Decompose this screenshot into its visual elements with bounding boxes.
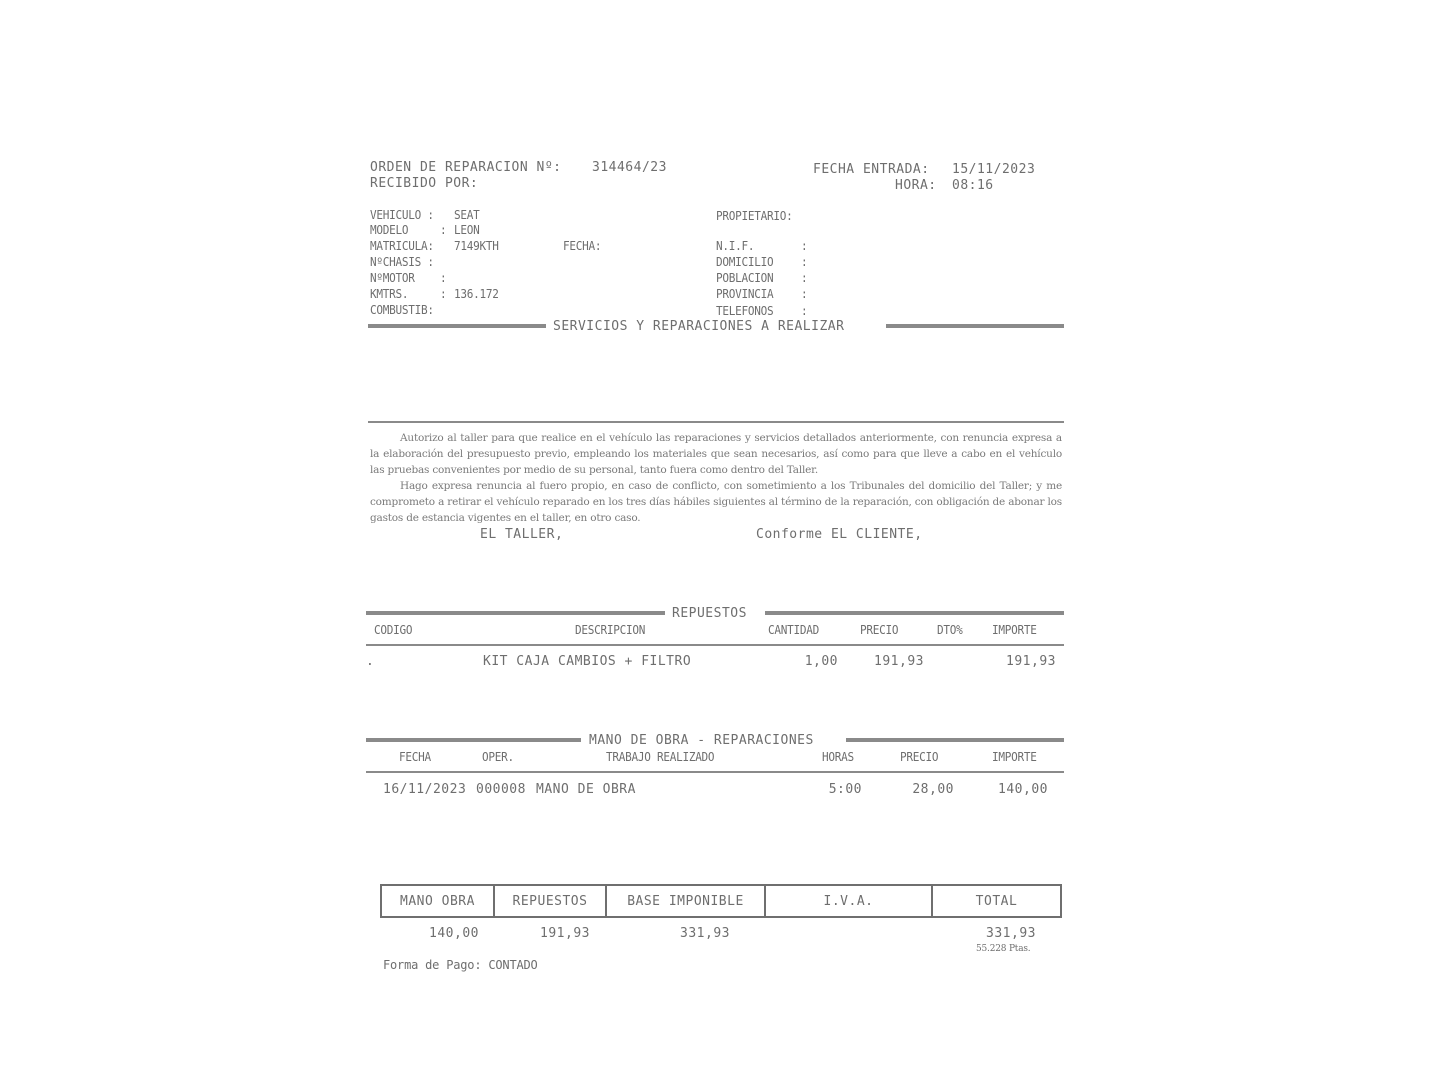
row-importe: 191,93 (1006, 654, 1056, 669)
totals-pesetas: 55.228 Ptas. (976, 944, 1031, 954)
row-oper: 000008 (476, 782, 526, 797)
nif-sep: : (801, 239, 808, 253)
col-importe: IMPORTE (992, 623, 1037, 637)
row-cantidad: 1,00 (804, 654, 838, 669)
mano-obra-header-rule (366, 771, 1064, 773)
propietario-label: PROPIETARIO: (716, 209, 793, 223)
col-descripcion: DESCRIPCION (575, 623, 646, 637)
totals-iva-header: I.V.A. (766, 886, 933, 916)
col-fecha: FECHA (399, 750, 431, 764)
repuestos-title: REPUESTOS (672, 606, 747, 621)
col-precio-mo: PRECIO (900, 750, 939, 764)
row-importe-mo: 140,00 (998, 782, 1048, 797)
fecha-label: FECHA: (563, 239, 602, 253)
vehiculo-label: VEHICULO : (370, 208, 434, 222)
cliente-signature-label: Conforme EL CLIENTE, (756, 527, 923, 542)
repuestos-rule-right (765, 611, 1064, 615)
modelo-label: MODELO (370, 223, 409, 237)
mano-obra-title: MANO DE OBRA - REPARACIONES (589, 733, 814, 748)
totals-header-box (380, 884, 1062, 918)
motor-sep: : (440, 271, 447, 285)
totals-total-header: TOTAL (975, 893, 1018, 909)
row-codigo: . (366, 654, 375, 669)
col-precio: PRECIO (860, 623, 899, 637)
taller-signature-label: EL TALLER, (480, 527, 564, 542)
authorization-paragraph-1: Autorizo al taller para que realice en el vehículo las reparaciones y servicios detallados anteriormente, con renuncia expresa a la elaboración del presupuesto previo, empleando los materiales que sean necesarios, así como para que lleve a cabo en el vehículo las pruebas convenientes por medio de su personal, tanto fuera como dentro del Taller. (370, 432, 1062, 476)
combustib-label: COMBUSTIB: (370, 303, 434, 317)
provincia-sep: : (801, 287, 808, 301)
col-dto: DTO% (937, 623, 963, 637)
kmtrs-sep: : (440, 287, 447, 301)
domicilio-sep: : (801, 255, 808, 269)
telefonos-sep: : (801, 304, 808, 318)
mano-obra-rule-right (846, 738, 1064, 742)
orden-number: 314464/23 (592, 160, 667, 175)
totals-base-value: 331,93 (680, 926, 730, 941)
hora-value: 08:16 (952, 178, 994, 193)
col-trabajo: TRABAJO REALIZADO (606, 750, 715, 764)
row-precio-mo: 28,00 (912, 782, 954, 797)
modelo-value: LEON (454, 223, 480, 237)
col-codigo: CODIGO (374, 623, 413, 637)
domicilio-label: DOMICILIO (716, 255, 774, 269)
row-precio: 191,93 (874, 654, 924, 669)
repuestos-rule-left (366, 611, 665, 615)
hora-label: HORA: (895, 178, 937, 193)
fecha-entrada-value: 15/11/2023 (952, 162, 1036, 177)
motor-label: NºMOTOR (370, 271, 415, 285)
authorization-text (370, 430, 1062, 526)
matricula-value: 7149KTH (454, 239, 499, 253)
poblacion-sep: : (801, 271, 808, 285)
col-cantidad: CANTIDAD (768, 623, 819, 637)
poblacion-label: POBLACION (716, 271, 774, 285)
kmtrs-label: KMTRS. (370, 287, 409, 301)
row-trabajo: MANO DE OBRA (536, 782, 636, 797)
mano-obra-rule-left (366, 738, 581, 742)
modelo-sep: : (440, 223, 447, 237)
row-fecha: 16/11/2023 (383, 782, 467, 797)
totals-repuestos-value: 191,93 (540, 926, 590, 941)
servicios-bottom-rule (368, 421, 1064, 423)
matricula-label: MATRICULA: (370, 239, 434, 253)
col-horas: HORAS (822, 750, 854, 764)
totals-mano-obra-header: MANO OBRA (382, 886, 495, 916)
chasis-label: NºCHASIS : (370, 255, 434, 269)
servicios-title: SERVICIOS Y REPARACIONES A REALIZAR (553, 319, 845, 334)
authorization-paragraph-2: Hago expresa renuncia al fuero propio, en caso de conflicto, con sometimiento a los Tribunales del domicilio del Taller; y me comprometo a retirar el vehículo reparado en los tres días hábiles siguientes al término de la reparación, con obligación de abonar los gastos de estancia vigentes en el taller, en otro caso. (370, 480, 1062, 524)
totals-mano-obra-value: 140,00 (429, 926, 479, 941)
orden-label: ORDEN DE REPARACION Nº: (370, 160, 562, 175)
row-descripcion: KIT CAJA CAMBIOS + FILTRO (483, 654, 692, 669)
repuestos-header-rule (366, 644, 1064, 646)
nif-label: N.I.F. (716, 239, 755, 253)
telefonos-label: TELEFONOS (716, 304, 774, 318)
provincia-label: PROVINCIA (716, 287, 774, 301)
col-importe-mo: IMPORTE (992, 750, 1037, 764)
servicios-rule-left (368, 324, 546, 328)
totals-total-value: 331,93 (986, 926, 1036, 941)
totals-base-header: BASE IMPONIBLE (607, 886, 766, 916)
servicios-rule-right (886, 324, 1064, 328)
col-oper: OPER. (482, 750, 514, 764)
fecha-entrada-label: FECHA ENTRADA: (813, 162, 930, 177)
totals-repuestos-header: REPUESTOS (495, 886, 607, 916)
recibido-label: RECIBIDO POR: (370, 176, 479, 191)
vehiculo-value: SEAT (454, 208, 480, 222)
payment-method: Forma de Pago: CONTADO (383, 958, 538, 972)
row-horas: 5:00 (828, 782, 862, 797)
kmtrs-value: 136.172 (454, 287, 499, 301)
